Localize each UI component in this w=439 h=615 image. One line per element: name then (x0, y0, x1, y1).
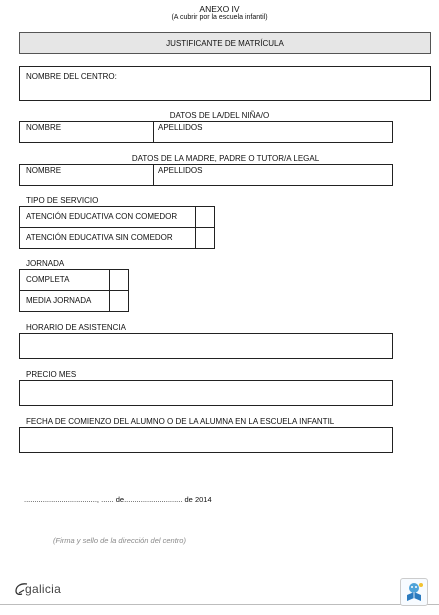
annex-title: ANEXO IV (199, 4, 240, 14)
checkbox-sin-comedor[interactable] (196, 228, 214, 248)
parent-divider (153, 165, 154, 185)
signature-label: (Firma y sello de la dirección del centro) (53, 536, 186, 545)
child-divider (153, 122, 154, 142)
fecha-field[interactable] (19, 427, 393, 453)
centro-field[interactable] (19, 66, 431, 101)
annex-subtitle: (A cubrir por la escuela infantil) (171, 14, 268, 21)
servicio-heading: TIPO DE SERVICIO (26, 196, 99, 205)
parent-apellidos-label: APELLIDOS (158, 166, 203, 175)
child-apellidos-label: APELLIDOS (158, 123, 203, 132)
school-emblem (400, 578, 428, 606)
horario-label: HORARIO DE ASISTENCIA (26, 323, 127, 332)
date-place-dots: ..................................., (24, 495, 100, 504)
servicio-option-con-comedor: ATENCIÓN EDUCATIVA CON COMEDOR (26, 212, 178, 221)
servicio-table (19, 206, 215, 249)
footer-divider (0, 604, 439, 605)
date-month-dots: ............................ (124, 495, 183, 504)
galicia-logo (13, 578, 83, 600)
date-year: de 2014 (184, 495, 212, 504)
date-day-dots: ...... (101, 495, 114, 504)
date-line (24, 495, 212, 505)
checkbox-con-comedor[interactable] (196, 207, 214, 227)
servicio-row-divider (20, 227, 214, 228)
parent-heading: DATOS DE LA MADRE, PADRE O TUTOR/A LEGAL (131, 154, 320, 163)
checkbox-media-jornada[interactable] (110, 291, 128, 311)
child-nombre-label: NOMBRE (26, 123, 62, 132)
horario-field[interactable] (19, 333, 393, 359)
child-data-row (19, 121, 393, 143)
fecha-label: FECHA DE COMIENZO DEL ALUMNO O DE LA ALUMNA EN LA ESCUELA INFANTIL (26, 417, 335, 426)
document-title-bar (19, 32, 431, 54)
jornada-table (19, 269, 129, 312)
precio-field[interactable] (19, 380, 393, 406)
jornada-option-media: MEDIA JORNADA (26, 296, 92, 305)
galicia-logo-text: galicia (25, 582, 62, 596)
document-title: JUSTIFICANTE DE MATRÍCULA (166, 39, 284, 48)
parent-nombre-label: NOMBRE (26, 166, 62, 175)
child-reading-icon (401, 579, 427, 605)
jornada-heading: JORNADA (26, 259, 65, 268)
child-heading: DATOS DE LA/DEL NIÑA/O (169, 111, 270, 120)
precio-label: PRECIO MES (26, 370, 77, 379)
jornada-option-completa: COMPLETA (26, 275, 70, 284)
parent-data-row (19, 164, 393, 186)
date-de-1: de (115, 495, 125, 504)
checkbox-completa[interactable] (110, 270, 128, 290)
centro-label: NOMBRE DEL CENTRO: (26, 72, 117, 81)
servicio-option-sin-comedor: ATENCIÓN EDUCATIVA SIN COMEDOR (26, 233, 173, 242)
